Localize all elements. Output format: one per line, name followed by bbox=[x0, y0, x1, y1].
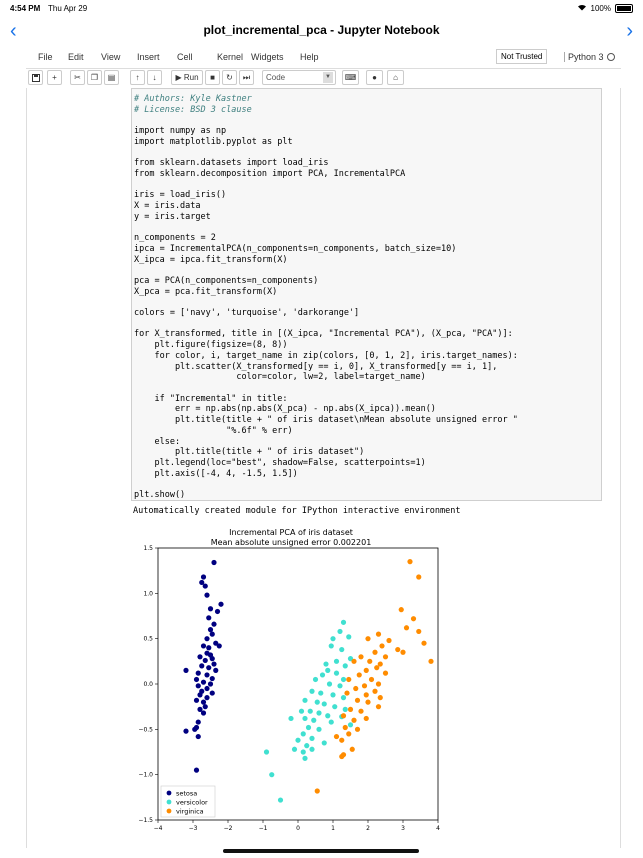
keyboard-icon: ⌨ bbox=[344, 73, 357, 82]
data-point-versicolor bbox=[302, 756, 307, 761]
data-point-versicolor bbox=[339, 647, 344, 652]
data-point-virginica bbox=[344, 690, 349, 695]
data-point-setosa bbox=[201, 680, 206, 685]
data-point-setosa bbox=[201, 710, 206, 715]
data-point-setosa bbox=[192, 727, 197, 732]
data-point-virginica bbox=[421, 641, 426, 646]
data-point-setosa bbox=[204, 686, 209, 691]
x-tick-label: −4 bbox=[153, 825, 163, 832]
code-line: import matplotlib.pyplot as plt bbox=[134, 136, 293, 147]
data-point-virginica bbox=[411, 616, 416, 621]
back-chevron-icon[interactable]: ‹ bbox=[10, 20, 17, 42]
code-cell[interactable] bbox=[131, 88, 602, 501]
data-point-virginica bbox=[383, 671, 388, 676]
data-point-versicolor bbox=[327, 681, 332, 686]
code-line: y = iris.target bbox=[134, 211, 211, 222]
data-point-versicolor bbox=[323, 661, 328, 666]
code-line: plt.legend(loc="best", shadow=False, scatterpoints=1) bbox=[134, 457, 426, 468]
run-button[interactable] bbox=[171, 70, 203, 85]
data-point-virginica bbox=[355, 698, 360, 703]
data-point-setosa bbox=[199, 663, 204, 668]
code-editor[interactable] bbox=[134, 94, 518, 501]
legend-marker-setosa bbox=[167, 791, 172, 796]
data-point-setosa bbox=[201, 643, 206, 648]
interrupt-button[interactable] bbox=[205, 70, 220, 85]
data-point-virginica bbox=[334, 734, 339, 739]
data-point-versicolor bbox=[337, 683, 342, 688]
data-point-versicolor bbox=[299, 709, 304, 714]
home-indicator[interactable] bbox=[223, 849, 419, 853]
data-point-versicolor bbox=[322, 740, 327, 745]
data-point-virginica bbox=[358, 709, 363, 714]
save-icon bbox=[32, 74, 40, 82]
data-point-versicolor bbox=[309, 736, 314, 741]
plus-icon: + bbox=[52, 73, 57, 82]
data-point-virginica bbox=[351, 659, 356, 664]
data-point-versicolor bbox=[330, 636, 335, 641]
code-line: from sklearn.decomposition import PCA, IncrementalPCA bbox=[134, 168, 406, 179]
menu-cell[interactable]: Cell bbox=[177, 52, 193, 62]
cell-type-value: Code bbox=[266, 73, 286, 82]
data-point-versicolor bbox=[325, 713, 330, 718]
data-point-setosa bbox=[210, 632, 215, 637]
data-point-setosa bbox=[194, 677, 199, 682]
data-point-virginica bbox=[357, 672, 362, 677]
data-point-virginica bbox=[378, 695, 383, 700]
code-line: from sklearn.datasets import load_iris bbox=[134, 158, 329, 169]
data-point-setosa bbox=[210, 690, 215, 695]
data-point-setosa bbox=[206, 615, 211, 620]
menu-bar bbox=[26, 46, 621, 69]
data-point-versicolor bbox=[309, 747, 314, 752]
data-point-setosa bbox=[217, 643, 222, 648]
y-tick-label: 1.5 bbox=[143, 545, 153, 552]
chart-title: Incremental PCA of iris dataset bbox=[229, 528, 353, 537]
data-point-virginica bbox=[365, 636, 370, 641]
data-point-versicolor bbox=[288, 716, 293, 721]
chart-subtitle: Mean absolute unsigned error 0.002201 bbox=[210, 538, 372, 547]
code-line: # License: BSD 3 clause bbox=[134, 104, 252, 115]
data-point-setosa bbox=[194, 698, 199, 703]
trusted-indicator[interactable]: Not Trusted bbox=[496, 49, 547, 64]
folder-icon: ⌂ bbox=[393, 73, 398, 82]
code-line: color=color, lw=2, label=target_name) bbox=[134, 372, 426, 383]
data-point-setosa bbox=[206, 665, 211, 670]
code-line: plt.scatter(X_transformed[y == i, 0], X_transformed[y == i, 1], bbox=[134, 361, 498, 372]
data-point-setosa bbox=[208, 606, 213, 611]
data-point-virginica bbox=[353, 686, 358, 691]
data-point-setosa bbox=[201, 574, 206, 579]
data-point-versicolor bbox=[313, 677, 318, 682]
y-tick-label: −0.5 bbox=[138, 726, 153, 734]
data-point-versicolor bbox=[295, 738, 300, 743]
battery-icon bbox=[615, 4, 633, 13]
status-right bbox=[577, 3, 633, 13]
data-point-versicolor bbox=[292, 747, 297, 752]
code-line: X_pca = pca.fit_transform(X) bbox=[134, 286, 278, 297]
data-point-virginica bbox=[339, 754, 344, 759]
kernel-name: Python 3 bbox=[564, 52, 604, 62]
data-point-virginica bbox=[383, 654, 388, 659]
data-point-virginica bbox=[343, 725, 348, 730]
insert-cell-button[interactable] bbox=[47, 70, 62, 85]
data-point-versicolor bbox=[269, 772, 274, 777]
fast-forward-icon: ⏭ bbox=[242, 72, 251, 82]
data-point-setosa bbox=[194, 768, 199, 773]
menu-view[interactable]: View bbox=[101, 52, 121, 62]
data-point-versicolor bbox=[301, 749, 306, 754]
data-point-setosa bbox=[183, 729, 188, 734]
x-tick-label: −2 bbox=[223, 825, 233, 832]
data-point-virginica bbox=[376, 632, 381, 637]
open-folder-button[interactable] bbox=[387, 70, 404, 85]
data-point-virginica bbox=[341, 713, 346, 718]
data-point-virginica bbox=[400, 650, 405, 655]
data-point-virginica bbox=[348, 707, 353, 712]
data-point-versicolor bbox=[341, 677, 346, 682]
legend-label-virginica: virginica bbox=[176, 807, 204, 816]
data-point-setosa bbox=[196, 683, 201, 688]
data-point-versicolor bbox=[302, 698, 307, 703]
data-point-setosa bbox=[204, 636, 209, 641]
paste-icon: ▤ bbox=[107, 73, 116, 82]
legend bbox=[161, 786, 215, 817]
data-point-setosa bbox=[203, 704, 208, 709]
data-point-versicolor bbox=[329, 643, 334, 648]
cell-toolbar-button[interactable] bbox=[366, 70, 383, 85]
data-point-versicolor bbox=[334, 659, 339, 664]
legend-marker-versicolor bbox=[167, 800, 172, 805]
data-point-versicolor bbox=[343, 663, 348, 668]
toolbar bbox=[26, 68, 621, 88]
data-point-versicolor bbox=[346, 634, 351, 639]
data-point-versicolor bbox=[332, 704, 337, 709]
data-point-versicolor bbox=[334, 671, 339, 676]
cell-type-select[interactable] bbox=[262, 70, 336, 85]
data-point-setosa bbox=[210, 656, 215, 661]
code-line: pca = PCA(n_components=n_components) bbox=[134, 275, 319, 286]
code-line: n_components = 2 bbox=[134, 233, 216, 244]
status-bar bbox=[0, 0, 643, 16]
y-tick-label: 1.0 bbox=[143, 590, 153, 598]
data-point-virginica bbox=[416, 629, 421, 634]
data-point-virginica bbox=[339, 738, 344, 743]
data-point-versicolor bbox=[311, 718, 316, 723]
data-point-virginica bbox=[376, 681, 381, 686]
data-point-setosa bbox=[211, 560, 216, 565]
command-palette-button[interactable] bbox=[342, 70, 359, 85]
data-point-virginica bbox=[404, 625, 409, 630]
code-line: plt.show() bbox=[134, 490, 186, 501]
menu-edit[interactable]: Edit bbox=[68, 52, 84, 62]
x-tick-label: 3 bbox=[401, 825, 405, 832]
code-line: # Authors: Kyle Kastner bbox=[134, 94, 252, 104]
navigation-bar bbox=[0, 16, 643, 46]
data-point-versicolor bbox=[308, 709, 313, 714]
x-tick-label: 0 bbox=[296, 825, 300, 832]
data-point-versicolor bbox=[325, 668, 330, 673]
status-date: Thu Apr 29 bbox=[48, 4, 88, 13]
data-point-setosa bbox=[197, 654, 202, 659]
data-point-versicolor bbox=[348, 722, 353, 727]
dropdown-arrow-icon: ▼ bbox=[323, 72, 333, 83]
data-point-setosa bbox=[196, 671, 201, 676]
data-point-setosa bbox=[203, 583, 208, 588]
paste-button[interactable] bbox=[104, 70, 119, 85]
play-icon: ▶ bbox=[175, 73, 182, 82]
move-down-button[interactable] bbox=[147, 70, 162, 85]
data-point-setosa bbox=[196, 734, 201, 739]
code-line: plt.axis([-4, 4, -1.5, 1.5]) bbox=[134, 468, 298, 479]
legend-label-versicolor: versicolor bbox=[176, 798, 208, 807]
data-point-setosa bbox=[203, 658, 208, 663]
data-point-setosa bbox=[204, 593, 209, 598]
restart-button[interactable] bbox=[222, 70, 237, 85]
run-label: Run bbox=[183, 73, 199, 82]
data-point-virginica bbox=[428, 659, 433, 664]
data-point-setosa bbox=[210, 676, 215, 681]
page-title: plot_incremental_pca - Jupyter Notebook bbox=[203, 23, 440, 37]
y-tick-label: −1.0 bbox=[138, 771, 153, 779]
data-point-virginica bbox=[315, 788, 320, 793]
code-line: iris = load_iris() bbox=[134, 190, 227, 201]
data-point-virginica bbox=[346, 677, 351, 682]
data-point-setosa bbox=[215, 609, 220, 614]
data-point-virginica bbox=[362, 683, 367, 688]
data-point-virginica bbox=[376, 704, 381, 709]
code-line: X_ipca = ipca.fit_transform(X) bbox=[134, 254, 288, 265]
legend-label-setosa: setosa bbox=[176, 789, 198, 798]
pca-scatter-plot bbox=[131, 524, 451, 836]
data-point-versicolor bbox=[306, 725, 311, 730]
data-point-virginica bbox=[374, 665, 379, 670]
data-point-virginica bbox=[355, 727, 360, 732]
cut-button[interactable] bbox=[70, 70, 85, 85]
code-line: X = iris.data bbox=[134, 201, 201, 212]
data-point-versicolor bbox=[316, 727, 321, 732]
data-point-virginica bbox=[372, 650, 377, 655]
data-point-versicolor bbox=[309, 689, 314, 694]
data-point-setosa bbox=[183, 668, 188, 673]
copy-icon: ❐ bbox=[90, 73, 99, 82]
data-point-versicolor bbox=[343, 707, 348, 712]
code-line: colors = ['navy', 'turquoise', 'darkorange'] bbox=[134, 308, 360, 319]
data-point-setosa bbox=[197, 692, 202, 697]
data-point-virginica bbox=[395, 647, 400, 652]
arrow-up-icon: ↑ bbox=[135, 73, 140, 82]
menu-file[interactable]: File bbox=[38, 52, 53, 62]
code-line: for X_transformed, title in [(X_ipca, "Incremental PCA"), (X_pca, "PCA")]: bbox=[134, 329, 513, 340]
data-point-versicolor bbox=[341, 695, 346, 700]
menu-insert[interactable]: Insert bbox=[137, 52, 160, 62]
data-point-versicolor bbox=[341, 620, 346, 625]
restart-run-all-button[interactable] bbox=[239, 70, 254, 85]
x-tick-label: 1 bbox=[331, 825, 335, 832]
data-point-setosa bbox=[208, 627, 213, 632]
data-point-setosa bbox=[208, 681, 213, 686]
data-point-virginica bbox=[386, 638, 391, 643]
code-line: "%.6f" % err) bbox=[134, 425, 293, 436]
code-line: err = np.abs(np.abs(X_pca) - np.abs(X_ipca)).mean() bbox=[134, 404, 436, 415]
data-point-versicolor bbox=[278, 797, 283, 802]
wifi-icon bbox=[577, 3, 587, 13]
copy-button[interactable] bbox=[87, 70, 102, 85]
data-point-virginica bbox=[372, 689, 377, 694]
data-point-versicolor bbox=[304, 743, 309, 748]
restart-icon: ↻ bbox=[226, 73, 233, 82]
code-line: plt.figure(figsize=(8, 8)) bbox=[134, 340, 288, 351]
kernel-status-icon bbox=[607, 53, 615, 61]
data-point-virginica bbox=[407, 559, 412, 564]
y-tick-label: 0.0 bbox=[143, 681, 153, 688]
battery-percent: 100% bbox=[590, 3, 611, 13]
data-point-versicolor bbox=[337, 629, 342, 634]
output-stream-text: Automatically created module for IPython interactive environment bbox=[133, 506, 461, 516]
data-point-versicolor bbox=[301, 731, 306, 736]
code-line: import numpy as np bbox=[134, 126, 227, 137]
data-point-virginica bbox=[399, 607, 404, 612]
forward-chevron-icon[interactable]: › bbox=[626, 20, 633, 42]
arrow-down-icon: ↓ bbox=[152, 73, 157, 82]
data-point-virginica bbox=[416, 574, 421, 579]
code-line: plt.title(title + " of iris dataset\nMean absolute unsigned error " bbox=[134, 415, 518, 426]
x-tick-label: 4 bbox=[436, 825, 440, 832]
legend-marker-virginica bbox=[167, 809, 172, 814]
y-tick-label: −1.5 bbox=[138, 817, 153, 824]
data-point-setosa bbox=[201, 700, 206, 705]
x-tick-label: −3 bbox=[188, 825, 198, 832]
stop-icon: ■ bbox=[210, 73, 215, 82]
menu-kernel[interactable]: Kernel bbox=[217, 52, 244, 62]
data-point-virginica bbox=[351, 718, 356, 723]
data-point-setosa bbox=[211, 661, 216, 666]
data-point-versicolor bbox=[329, 719, 334, 724]
data-point-setosa bbox=[204, 695, 209, 700]
x-tick-label: 2 bbox=[366, 825, 370, 832]
data-point-versicolor bbox=[264, 749, 269, 754]
data-point-virginica bbox=[346, 731, 351, 736]
data-point-setosa bbox=[206, 645, 211, 650]
data-point-setosa bbox=[218, 602, 223, 607]
data-point-virginica bbox=[350, 747, 355, 752]
y-tick-label: 0.5 bbox=[143, 635, 153, 643]
data-point-virginica bbox=[364, 668, 369, 673]
data-point-virginica bbox=[364, 692, 369, 697]
data-point-virginica bbox=[369, 677, 374, 682]
data-point-virginica bbox=[358, 654, 363, 659]
data-point-versicolor bbox=[315, 700, 320, 705]
data-point-versicolor bbox=[316, 710, 321, 715]
save-button[interactable] bbox=[28, 70, 43, 85]
code-line: for color, i, target_name in zip(colors, [0, 1, 2], iris.target_names): bbox=[134, 350, 518, 361]
x-tick-label: −1 bbox=[258, 825, 268, 832]
data-point-virginica bbox=[364, 716, 369, 721]
data-point-setosa bbox=[196, 719, 201, 724]
data-point-virginica bbox=[365, 700, 370, 705]
code-line: ipca = IncrementalPCA(n_components=n_components, batch_size=10) bbox=[134, 243, 457, 254]
data-point-virginica bbox=[367, 659, 372, 664]
data-point-versicolor bbox=[302, 716, 307, 721]
move-up-button[interactable] bbox=[130, 70, 145, 85]
code-line: else: bbox=[134, 436, 181, 447]
data-point-setosa bbox=[211, 622, 216, 627]
scissors-icon: ✂ bbox=[74, 73, 81, 82]
data-point-setosa bbox=[213, 668, 218, 673]
menu-widgets[interactable]: Widgets bbox=[251, 52, 284, 62]
status-time: 4:54 PM bbox=[10, 4, 41, 13]
menu-help[interactable]: Help bbox=[300, 52, 319, 62]
data-point-setosa bbox=[204, 672, 209, 677]
code-line: if "Incremental" in title: bbox=[134, 393, 288, 404]
data-point-versicolor bbox=[330, 692, 335, 697]
data-point-versicolor bbox=[318, 690, 323, 695]
circle-icon: ● bbox=[372, 73, 377, 82]
code-line: plt.title(title + " of iris dataset") bbox=[134, 447, 365, 458]
data-point-versicolor bbox=[320, 672, 325, 677]
data-point-virginica bbox=[379, 643, 384, 648]
data-point-versicolor bbox=[322, 701, 327, 706]
